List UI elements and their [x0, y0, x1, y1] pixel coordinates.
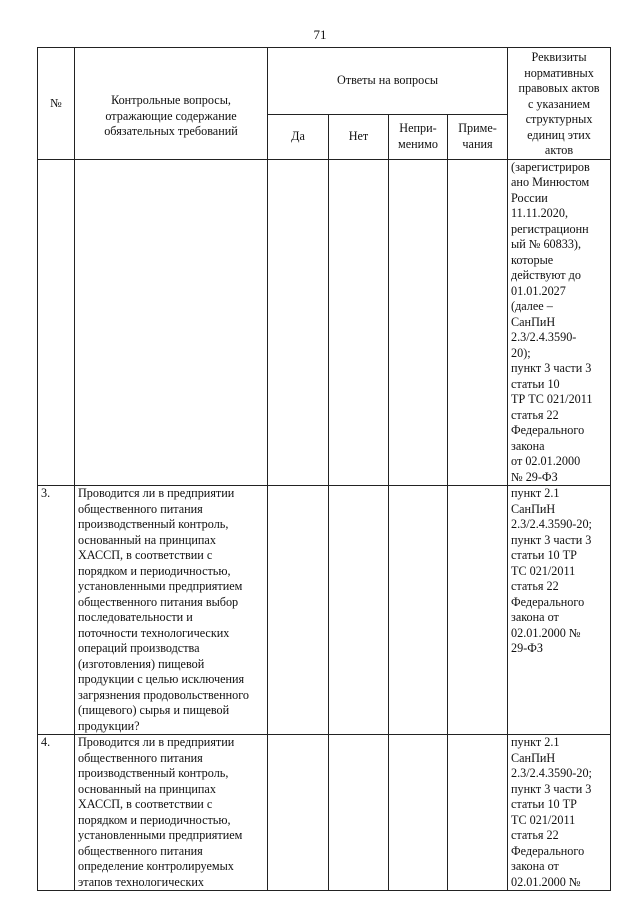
header-questions: Контрольные вопросы, отражающие содержание обязательных требований — [75, 48, 268, 160]
row-requisites: пункт 2.1 СанПиН 2.3/2.4.3590-20; пункт 3 части 3 статьи 10 ТР ТС 021/2011 статья 22 Федерального закона от 02.01.2000 № — [508, 735, 611, 891]
answer-notes-cell[interactable] — [448, 735, 508, 891]
answer-not-applicable-cell[interactable] — [389, 159, 448, 486]
answer-not-applicable-cell[interactable] — [389, 486, 448, 735]
header-yes: Да — [268, 115, 329, 159]
answer-not-applicable-cell[interactable] — [389, 735, 448, 891]
answer-no-cell[interactable] — [329, 486, 389, 735]
answer-yes-cell[interactable] — [268, 159, 329, 486]
checklist-table — [37, 47, 611, 891]
row-number — [38, 159, 75, 486]
row-number: 3. — [38, 486, 75, 735]
header-notes: Приме- чания — [448, 115, 508, 159]
row-question: Проводится ли в предприятии общественного питания производственный контроль, основанный на принципах ХАССП, в соответствии с порядком и периодичностью, установленными предприятием общественного питания определение контролируемых этапов технологических — [75, 735, 268, 891]
page-number: 71 — [313, 27, 327, 42]
header-answers: Ответы на вопросы — [268, 48, 508, 115]
header-no: Нет — [329, 115, 389, 159]
answer-yes-cell[interactable] — [268, 735, 329, 891]
table-row — [38, 486, 611, 735]
answer-notes-cell[interactable] — [448, 486, 508, 735]
row-number: 4. — [38, 735, 75, 891]
table-row — [38, 735, 611, 891]
header-not-applicable: Непри- менимо — [389, 115, 448, 159]
answer-no-cell[interactable] — [329, 735, 389, 891]
header-requisites: Реквизиты нормативных правовых актов с указанием структурных единиц этих актов — [508, 48, 611, 160]
row-requisites: пункт 2.1 СанПиН 2.3/2.4.3590-20; пункт 3 части 3 статьи 10 ТР ТС 021/2011 статья 22 Федерального закона от 02.01.2000 № 29-ФЗ — [508, 486, 611, 735]
table-header-row — [38, 48, 611, 115]
answer-no-cell[interactable] — [329, 159, 389, 486]
row-question — [75, 159, 268, 486]
row-question: Проводится ли в предприятии общественного питания производственный контроль, основанный на принципах ХАССП, в соответствии с порядком и периодичностью, установленными предприятием общественного питания выбор последовательности и поточности технологических операций производства (изготовления) пищевой продукции с целью исключения загрязнения продовольственного (пищевого) сырья и пищевой продукции? — [75, 486, 268, 735]
header-num: № — [38, 48, 75, 160]
answer-yes-cell[interactable] — [268, 486, 329, 735]
answer-notes-cell[interactable] — [448, 159, 508, 486]
row-requisites: (зарегистриров ано Минюстом России 11.11.2020, регистрационн ый № 60833), которые действуют до 01.01.2027 (далее – СанПиН 2.3/2.4.3590- 20); пункт 3 части 3 статьи 10 ТР ТС 021/2011 статья 22 Федерального закона от 02.01.2000 № 29-ФЗ — [508, 159, 611, 486]
table-row — [38, 159, 611, 486]
